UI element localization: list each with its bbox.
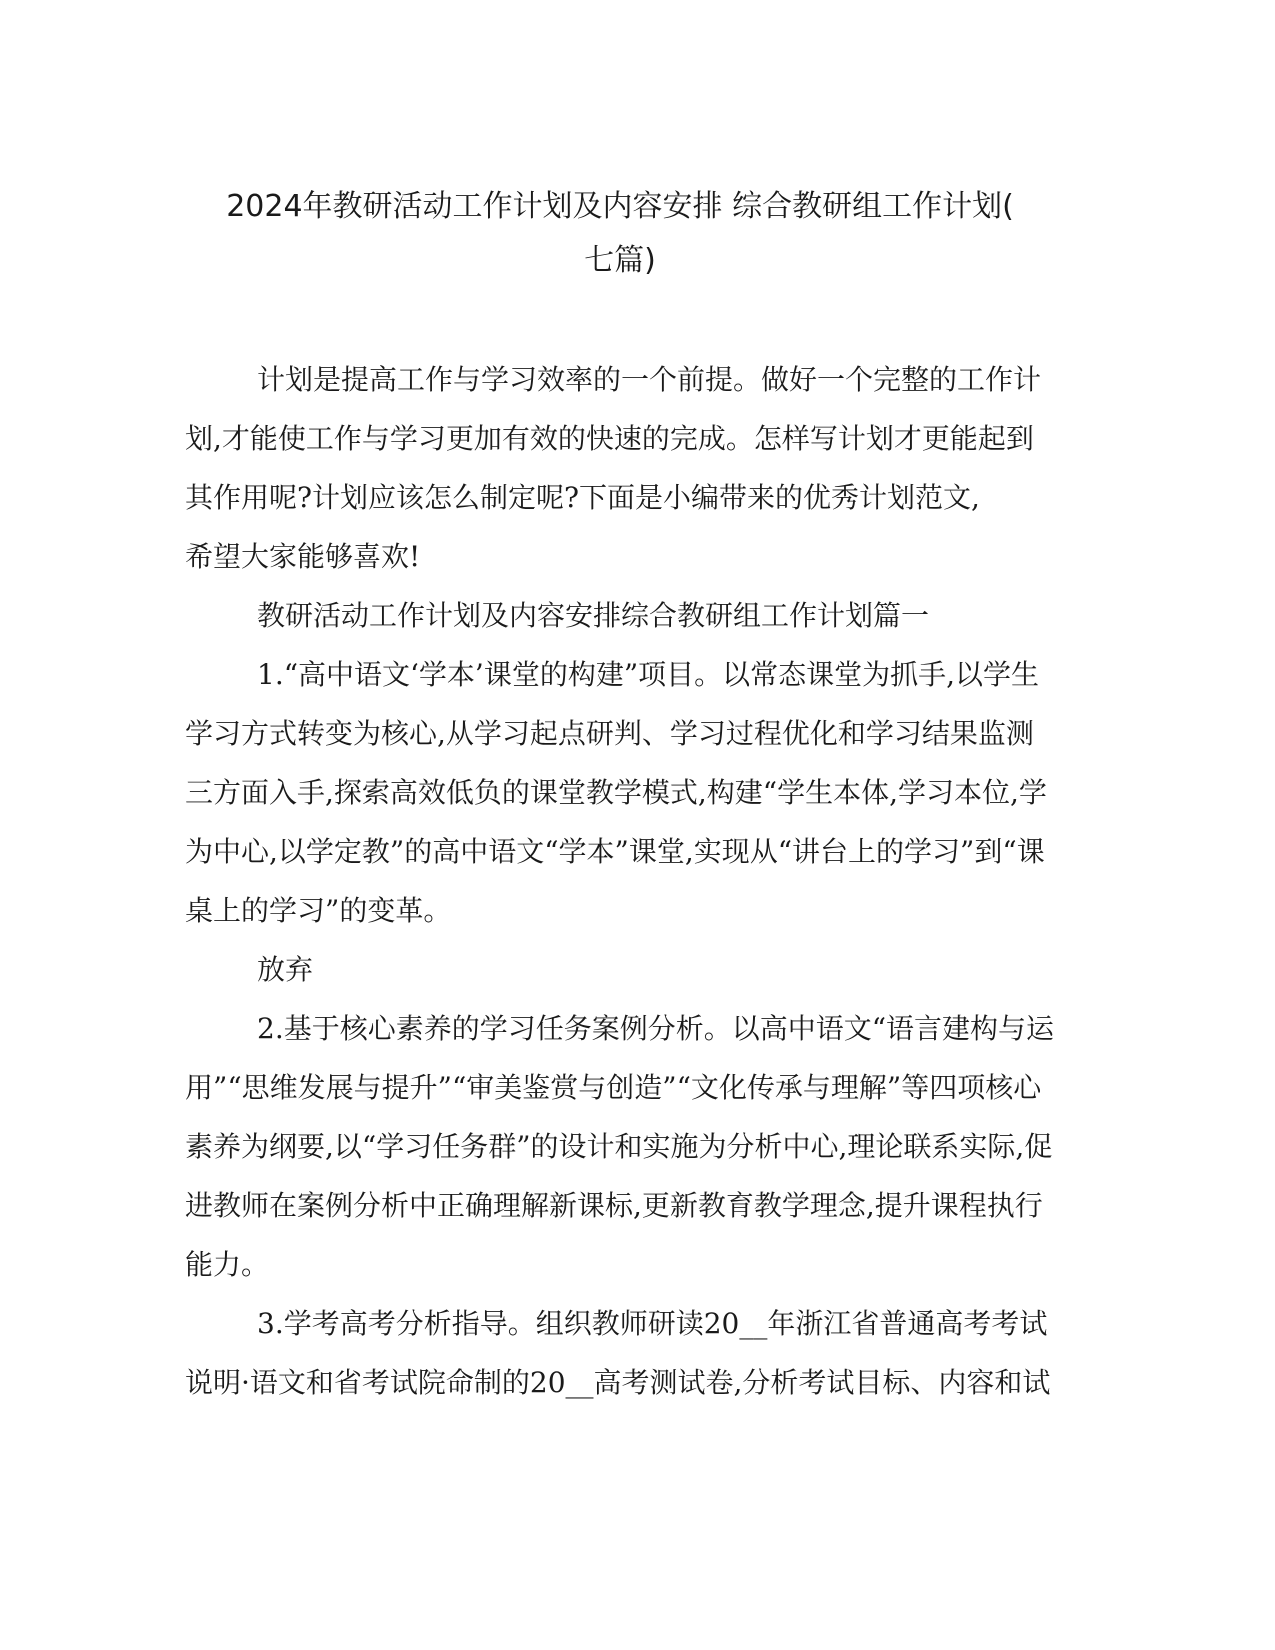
- text-line: 学习方式转变为核心,从学习起点研判、学习过程优化和学习结果监测: [185, 717, 1034, 750]
- document-body: [185, 350, 1055, 1412]
- document-title: [185, 180, 1055, 288]
- text-line: 计划是提高工作与学习效率的一个前提。做好一个完整的工作计: [257, 363, 1042, 396]
- text-line: 希望大家能够喜欢!: [185, 540, 421, 573]
- text-line: 桌上的学习”的变革。: [185, 894, 452, 927]
- text-line: 用”“思维发展与提升”“审美鉴赏与创造”“文化传承与理解”等四项核心: [185, 1071, 1042, 1104]
- title-line-2: 七篇): [584, 243, 656, 278]
- text-line: 能力。: [185, 1248, 270, 1281]
- text-line: 进教师在案例分析中正确理解新课标,更新教育教学理念,提升课程执行: [185, 1189, 1043, 1222]
- title-line-1: 2024年教研活动工作计划及内容安排 综合教研组工作计划(: [226, 189, 1014, 224]
- paragraph-item-2: [185, 999, 1055, 1294]
- section-heading: [185, 586, 1055, 645]
- text-line: 说明·语文和省考试院命制的20__高考测试卷,分析考试目标、内容和试: [185, 1366, 1051, 1399]
- paragraph-short: [185, 940, 1055, 999]
- text-line: 2.基于核心素养的学习任务案例分析。以高中语文“语言建构与运: [257, 1012, 1055, 1045]
- text-line: 3.学考高考分析指导。组织教师研读20__年浙江省普通高考考试: [257, 1307, 1048, 1340]
- paragraph-item-3: [185, 1294, 1055, 1412]
- paragraph-item-1: [185, 645, 1055, 940]
- paragraph-intro: [185, 350, 1055, 586]
- text-line: 素养为纲要,以“学习任务群”的设计和实施为分析中心,理论联系实际,促: [185, 1130, 1053, 1163]
- text-line: 为中心,以学定教”的高中语文“学本”课堂,实现从“讲台上的学习”到“课: [185, 835, 1045, 868]
- text-line: 1.“高中语文‘学本’课堂的构建”项目。以常态课堂为抓手,以学生: [257, 658, 1040, 691]
- text-line: 划,才能使工作与学习更加有效的快速的完成。怎样写计划才更能起到: [185, 422, 1034, 455]
- text-line: 教研活动工作计划及内容安排综合教研组工作计划篇一: [257, 599, 930, 632]
- text-line: 放弃: [257, 953, 314, 986]
- text-line: 三方面入手,探索高效低负的课堂教学模式,构建“学生本体,学习本位,学: [185, 776, 1047, 809]
- text-line: 其作用呢?计划应该怎么制定呢?下面是小编带来的优秀计划范文,: [185, 481, 980, 514]
